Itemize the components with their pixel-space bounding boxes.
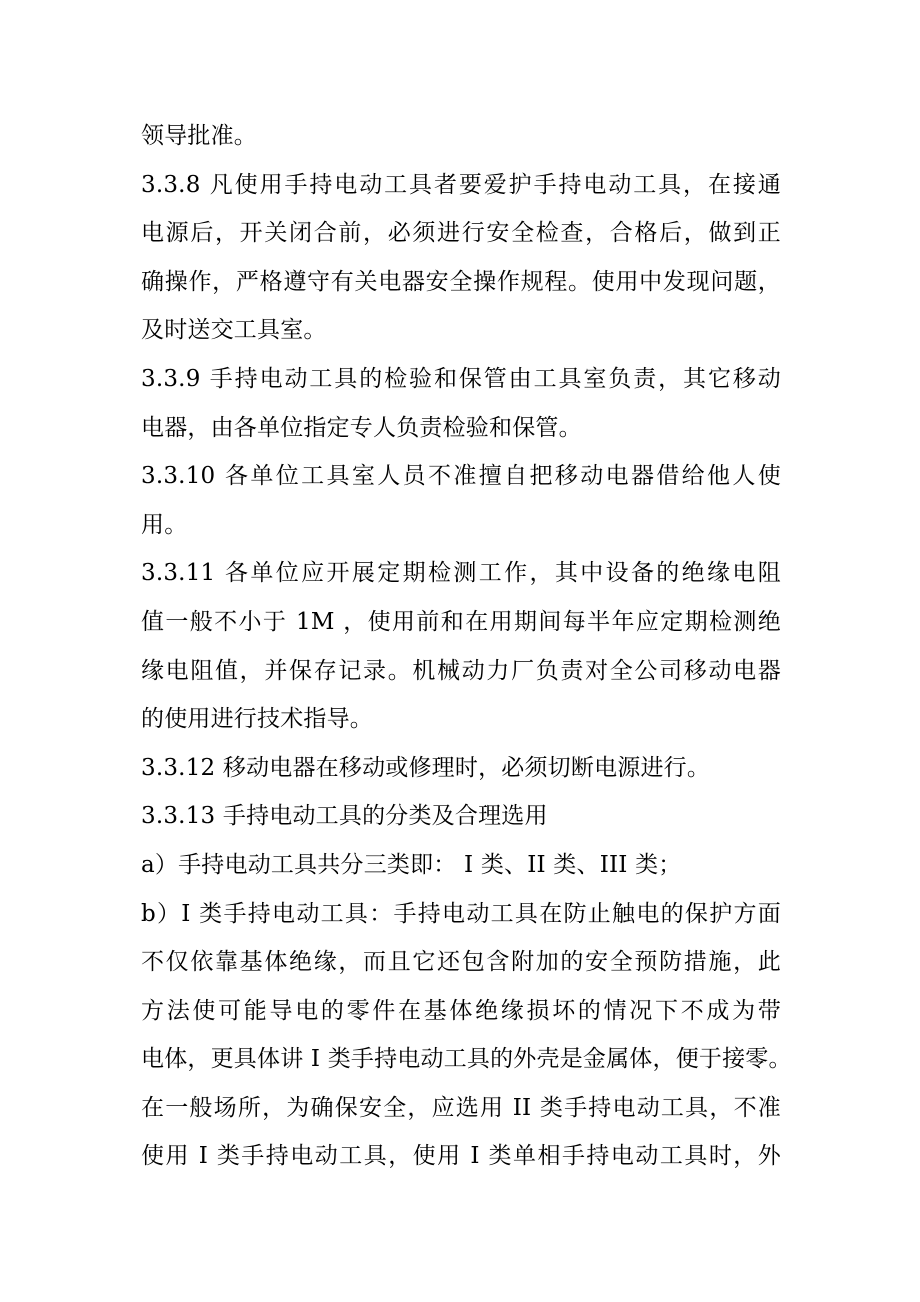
text-line: 领导批准。 bbox=[141, 123, 257, 149]
text-line: 及时送交工具室。 bbox=[141, 317, 327, 344]
text-line: 方法使可能导电的零件在基体绝缘损坏的情况下不成为带 bbox=[141, 997, 781, 1024]
text-line: 确操作，严格遵守有关电器安全操作规程。使用中发现问题， bbox=[141, 268, 781, 295]
text-line: 3.3.10 各单位工具室人员不准擅自把移动电器借给他人使 bbox=[141, 463, 781, 490]
text-line: 电源后，开关闭合前，必须进行安全检查，合格后，做到正 bbox=[141, 220, 781, 247]
text-line: 用。 bbox=[141, 511, 188, 538]
text-line: 缘电阻值，并保存记录。机械动力厂负责对全公司移动电器 bbox=[141, 657, 781, 684]
text-line: 3.3.13 手持电动工具的分类及合理选用 bbox=[141, 803, 548, 830]
text-line: 3.3.11 各单位应开展定期检测工作，其中设备的绝缘电阻 bbox=[141, 560, 781, 587]
text-line: 3.3.12 移动电器在移动或修理时，必须切断电源进行。 bbox=[141, 754, 711, 781]
text-line: 电体，更具体讲 I 类手持电动工具的外壳是金属体，便于接零。 bbox=[141, 1046, 792, 1073]
document-body bbox=[141, 112, 792, 1181]
text-line: a）手持电动工具共分三类即： I 类、II 类、III 类； bbox=[141, 851, 682, 878]
text-line: 3.3.9 手持电动工具的检验和保管由工具室负责，其它移动 bbox=[141, 365, 781, 392]
text-line: 使用 I 类手持电动工具，使用 I 类单相手持电动工具时，外 bbox=[141, 1143, 781, 1170]
text-line: 在一般场所，为确保安全，应选用 II 类手持电动工具，不准 bbox=[141, 1094, 781, 1121]
text-line: 3.3.8 凡使用手持电动工具者要爱护手持电动工具，在接通 bbox=[141, 171, 781, 198]
text-line: 不仅依靠基体绝缘，而且它还包含附加的安全预防措施，此 bbox=[141, 949, 781, 976]
text-line: 电器，由各单位指定专人负责检验和保管。 bbox=[141, 414, 582, 441]
text-line: 值一般不小于 1M ，使用前和在用期间每半年应定期检测绝 bbox=[141, 608, 781, 635]
text-line: b）I 类手持电动工具：手持电动工具在防止触电的保护方面 bbox=[141, 900, 781, 927]
text-line: 的使用进行技术指导。 bbox=[141, 706, 373, 733]
